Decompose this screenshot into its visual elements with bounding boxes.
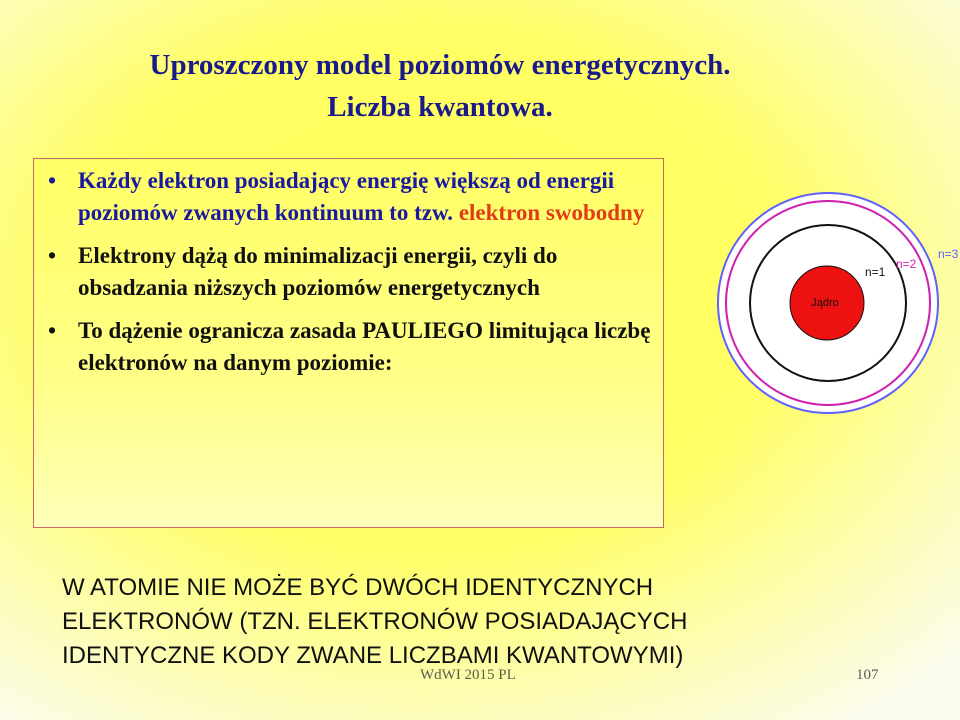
- shell-1-label: n=1: [865, 265, 886, 279]
- slide-title: [40, 44, 840, 128]
- bullet-content-box: [33, 158, 664, 528]
- bullet-dot: •: [48, 243, 57, 268]
- footer-course-label: WdWI 2015 PL: [420, 667, 516, 683]
- statement-line-2: ELEKTRONÓW (TZN. ELEKTRONÓW POSIADAJĄCYCH: [62, 608, 688, 635]
- free-electron-highlight: elektron swobodny: [458, 200, 645, 225]
- statement-line-1: W ATOMIE NIE MOŻE BYĆ DWÓCH IDENTYCZNYCH: [62, 574, 654, 601]
- bullet-text: To dążenie ogranicza zasada PAULIEGO limitująca liczbę elektronów na danym poziomie:: [78, 318, 651, 375]
- bullet-dot: •: [48, 168, 57, 193]
- bullet-item-free-electron: [48, 165, 658, 229]
- bullet-text: Elektrony dążą do minimalizacji energii, czyli do obsadzania niższych poziomów energetycznych: [78, 243, 558, 300]
- bullet-text: Każdy elektron posiadający energię większą od energii poziomów zwanych kontinuum to tzw.: [78, 168, 615, 225]
- shell-3-label: n=3: [938, 247, 959, 261]
- bullet-item-minimize-energy: [48, 240, 658, 304]
- statement-line-3: IDENTYCZNE KODY ZWANE LICZBAMI KWANTOWYMI): [62, 642, 684, 669]
- bullet-list: [48, 165, 658, 390]
- pauli-statement: [62, 571, 942, 673]
- shell-2-label: n=2: [896, 257, 917, 271]
- slide-title-line-2: Liczba kwantowa.: [327, 91, 553, 123]
- bullet-dot: •: [48, 318, 57, 343]
- atom-shell-diagram: [700, 190, 960, 430]
- footer-page-number: 107: [856, 667, 879, 683]
- slide-title-line-1: Uproszczony model poziomów energetycznych.: [149, 49, 731, 81]
- bullet-item-pauli: [48, 315, 658, 379]
- nucleus-label: Jądro: [811, 297, 839, 309]
